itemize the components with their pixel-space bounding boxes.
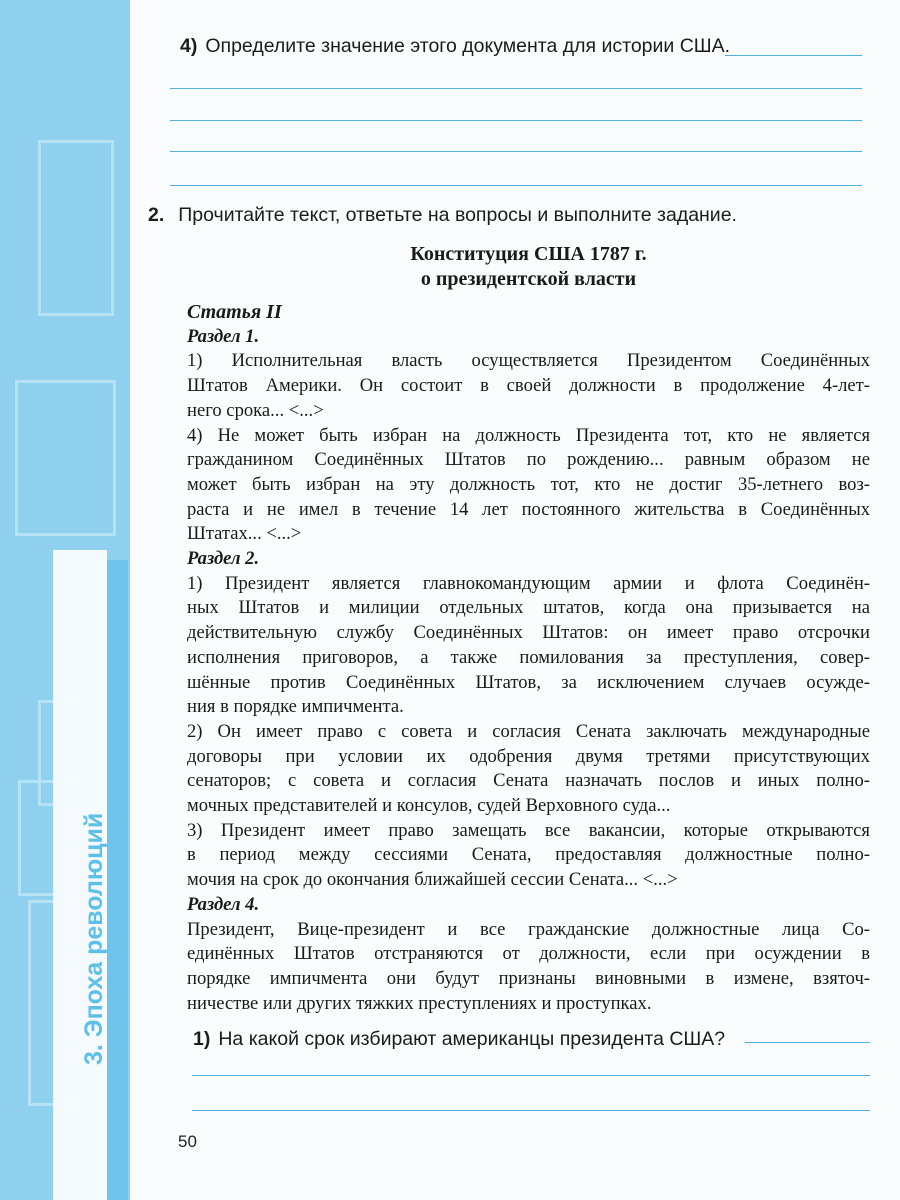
answer-line[interactable] <box>192 1110 870 1111</box>
text-line: порядке импичмента они будут признаны виновными в измене, взяточ- <box>187 967 870 989</box>
section-heading: Раздел 4. <box>187 893 260 915</box>
question-number: 1) <box>193 1028 211 1050</box>
text-line: 1) Президент является главнокомандующим армии и флота Соединён- <box>187 572 870 594</box>
text-line: Штатах... <...> <box>187 523 302 545</box>
answer-line[interactable] <box>170 185 862 186</box>
decor-box <box>38 140 114 316</box>
text-line: Президент, Вице-президент и все гражданские должностные лица Со- <box>187 918 870 940</box>
text-line: 2) Он имеет право с совета и согласия Сената заключать международные <box>187 720 870 742</box>
answer-line[interactable] <box>725 55 862 56</box>
document-title: Конституция США 1787 г. <box>410 243 647 265</box>
paragraph <box>187 424 870 548</box>
text-line: единённых Штатов отстраняются от должности, если при осуждении в <box>187 943 870 965</box>
text-line: 4) Не может быть избран на должность Президента тот, кто не является <box>187 424 870 446</box>
task-2 <box>148 204 737 227</box>
answer-line[interactable] <box>745 1042 870 1043</box>
section-heading: Раздел 2. <box>187 548 260 570</box>
answer-line[interactable] <box>170 88 862 89</box>
text-line: ния в порядке импичмента. <box>187 696 404 718</box>
text-line: шённые против Соединённых Штатов, за исключением случаев осужде- <box>187 671 870 693</box>
text-line: 1) Исполнительная власть осуществляется Президентом Соединённых <box>187 350 870 372</box>
text-line: сенаторов; с совета и согласия Сената назначать послов и иных полно- <box>187 770 870 792</box>
question-4 <box>180 35 730 58</box>
question-text: На какой срок избирают американцы президента США? <box>218 1028 726 1050</box>
question-1 <box>193 1028 725 1051</box>
paragraph <box>187 819 870 893</box>
section-heading: Статья II <box>187 301 282 323</box>
question-text: Определите значение этого документа для истории США. <box>205 35 731 57</box>
text-line: исполнения приговоров, а также помилования за преступления, совер- <box>187 646 870 668</box>
text-line: Штатов Америки. Он состоит в своей должности в продолжение 4-лет- <box>187 375 870 397</box>
task-number: 2. <box>148 204 165 226</box>
answer-line[interactable] <box>192 1075 870 1076</box>
paragraph <box>187 349 870 423</box>
text-line: в период между сессиями Сената, предоставляя должностные полно- <box>187 844 870 866</box>
answer-line[interactable] <box>170 120 862 121</box>
answer-line[interactable] <box>170 151 862 152</box>
text-line: раста и не имел в течение 14 лет постоянного жительства в Соединённых <box>187 498 870 520</box>
text-line: него срока... <...> <box>187 399 324 421</box>
document-subtitle: о президентской власти <box>420 268 637 290</box>
paragraph <box>187 720 870 819</box>
chapter-title: 3. Эпоха революций <box>80 812 108 1065</box>
paragraph <box>187 918 870 1017</box>
text-line: договоры при условии их одобрения двумя третями присутствующих <box>187 745 870 767</box>
paragraph <box>187 572 870 720</box>
text-line: ных Штатов и милиции отдельных штатов, когда она призывается на <box>187 597 870 619</box>
section-heading: Раздел 1. <box>187 325 260 347</box>
text-line: гражданином Соединённых Штатов по рождению... равным образом не <box>187 449 870 471</box>
decor-box <box>15 380 116 536</box>
text-line: мочных представителей и консулов, судей Верховного суда... <box>187 795 671 817</box>
chapter-sidebar <box>0 0 130 1200</box>
document-text <box>187 300 870 1016</box>
text-line: может быть избран на эту должность тот, кто не достиг 35-летнего воз- <box>187 473 870 495</box>
text-line: ничестве или других тяжких преступлениях и проступках. <box>187 992 652 1014</box>
text-line: 3) Президент имеет право замещать все вакансии, которые открываются <box>187 819 870 841</box>
chapter-tab-edge <box>107 560 128 1200</box>
text-line: действительную службу Соединённых Штатов: он имеет право отсрочки <box>187 622 870 644</box>
task-text: Прочитайте текст, ответьте на вопросы и выполните задание. <box>178 204 737 226</box>
question-number: 4) <box>180 35 198 57</box>
text-line: мочия на срок до окончания ближайшей сессии Сената... <...> <box>187 869 678 891</box>
page-number: 50 <box>178 1132 197 1151</box>
